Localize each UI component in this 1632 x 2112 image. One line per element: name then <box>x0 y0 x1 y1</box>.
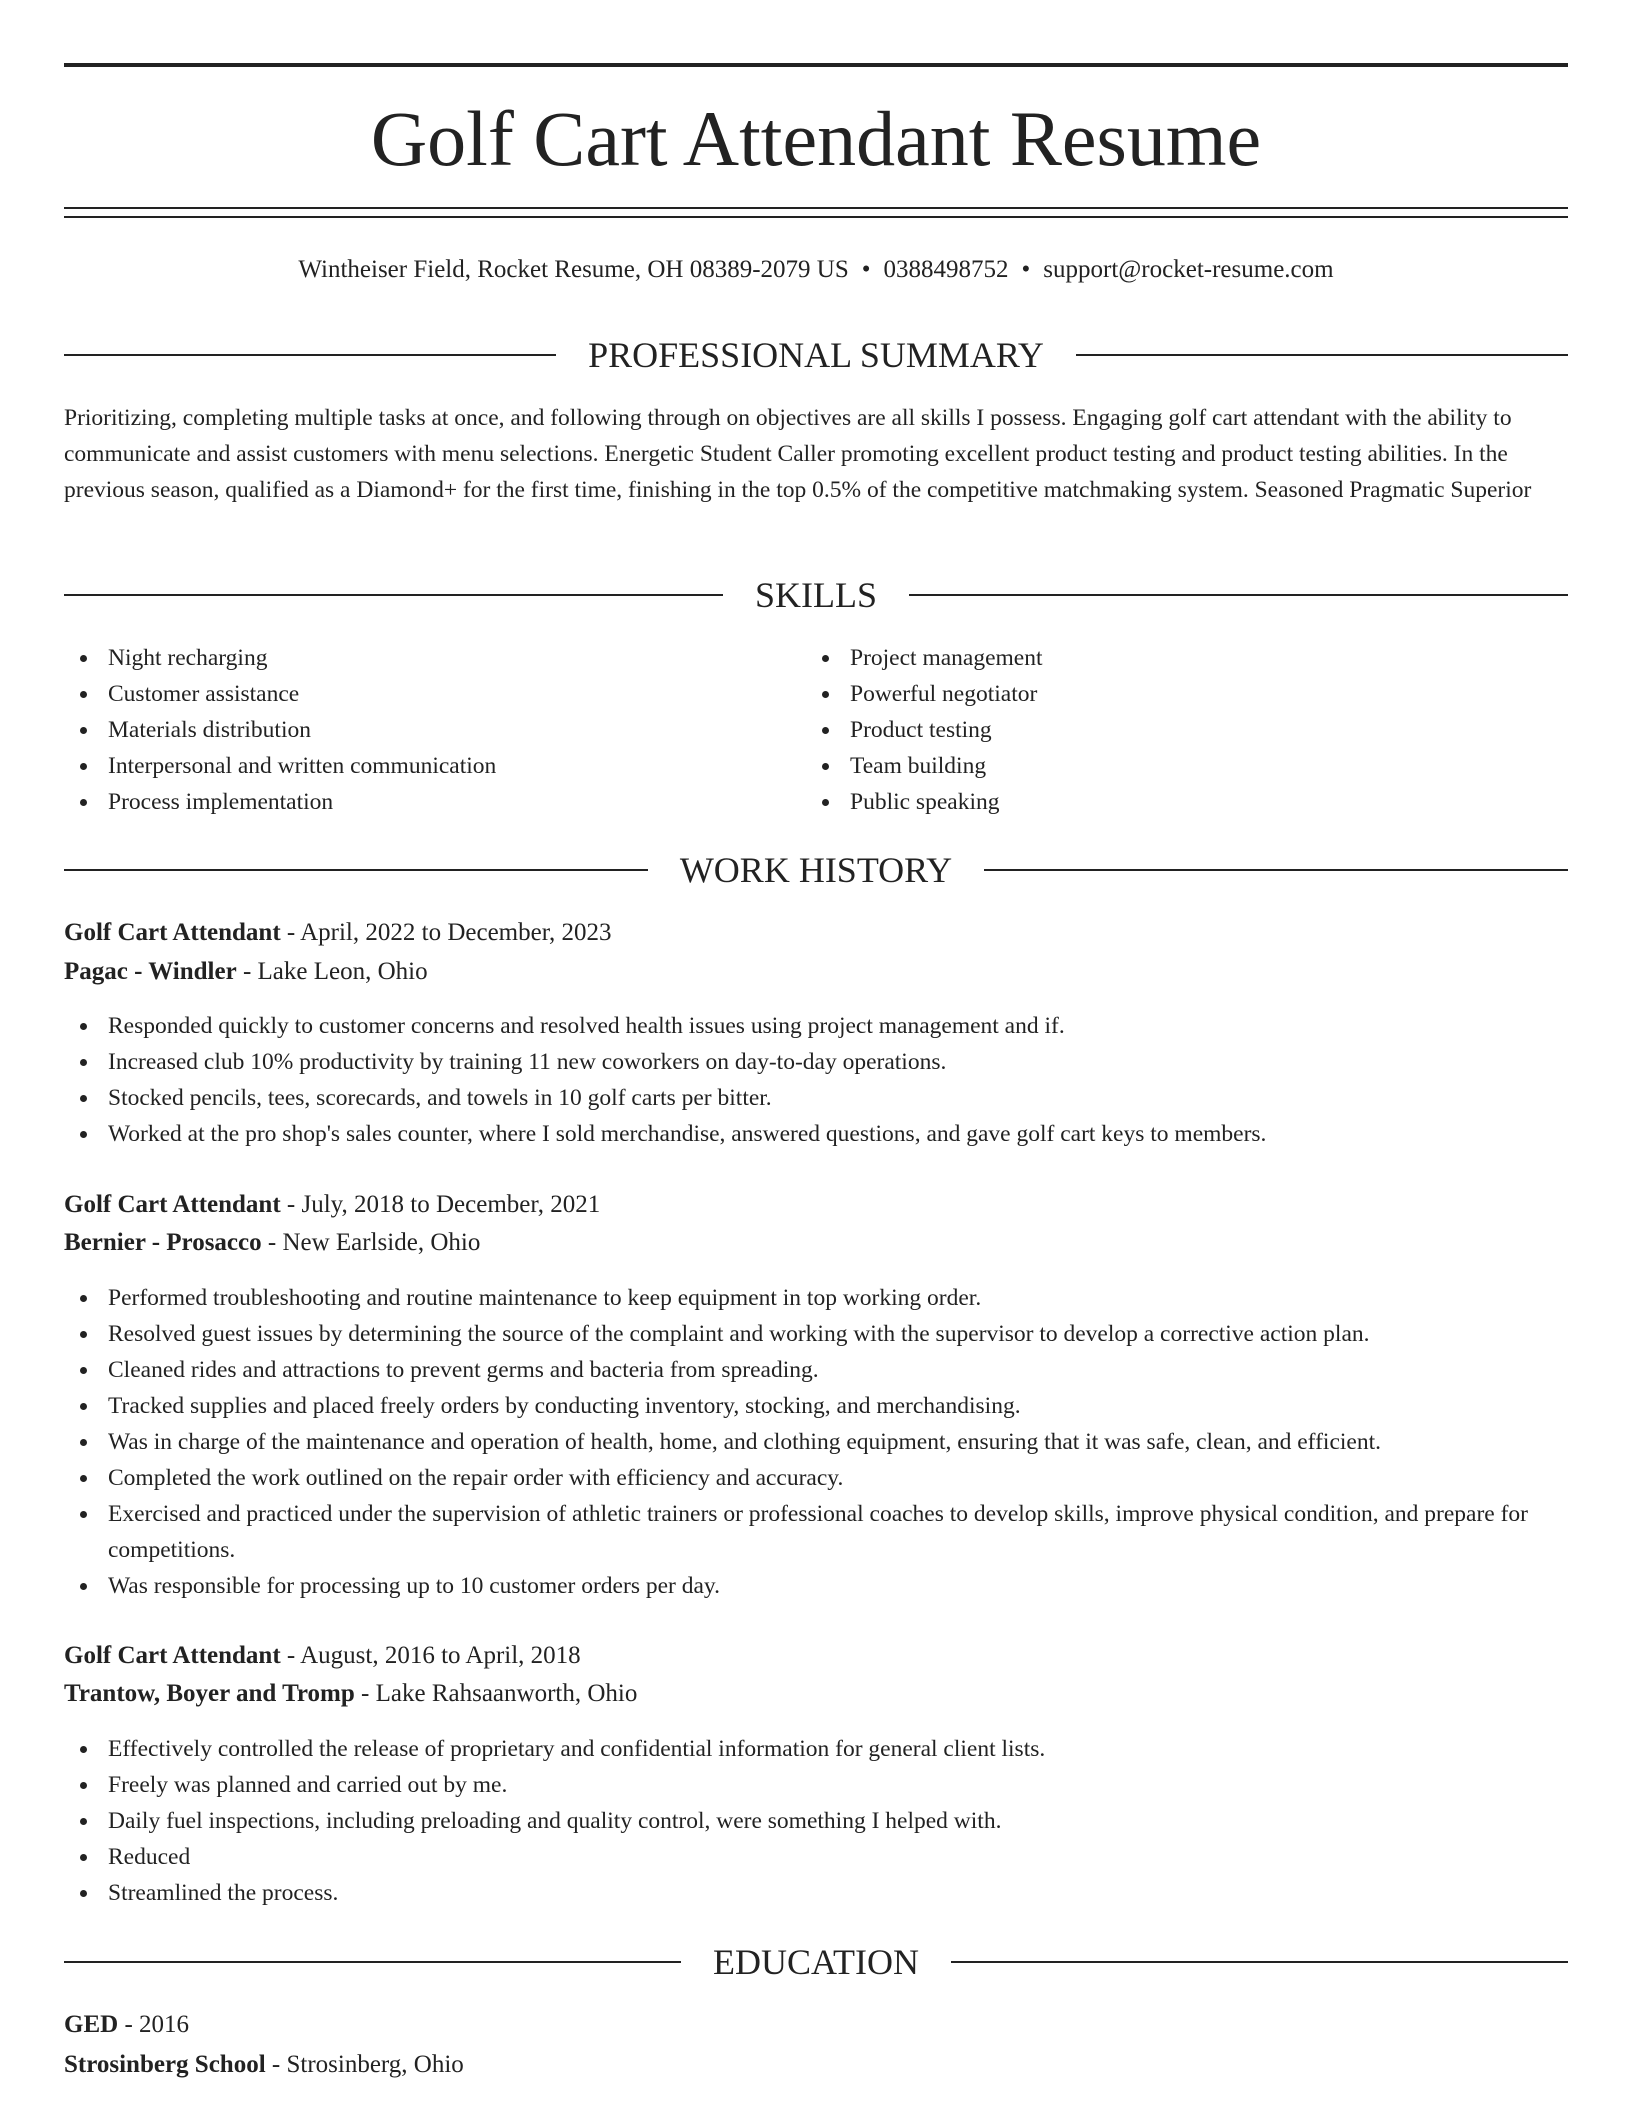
education-degree: GED <box>64 2011 119 2038</box>
section-rule <box>984 869 1568 871</box>
job-bullet: Reduced <box>64 1839 1568 1875</box>
job-bullet: Tracked supplies and placed freely orders by conducting inventory, stocking, and merchandising. <box>64 1388 1568 1424</box>
education-school: Strosinberg School <box>64 2051 266 2078</box>
section-rule <box>64 869 648 871</box>
education-year: - 2016 <box>118 2011 190 2038</box>
job-title-line <box>64 1641 581 1671</box>
education-school-line <box>64 2050 464 2080</box>
job-company: Trantow, Boyer and Tromp <box>64 1680 355 1707</box>
job-bullet: Effectively controlled the release of proprietary and confidential information for general client lists. <box>64 1731 1568 1767</box>
skill-item: Night recharging <box>64 640 764 676</box>
job-dates: - April, 2022 to December, 2023 <box>280 919 612 946</box>
section-header-summary <box>64 335 1568 375</box>
skill-item: Process implementation <box>64 784 764 820</box>
job-bullet: Exercised and practiced under the supervision of athletic trainers or professional coaches to develop skills, improve physical condition, and prepare for competitions. <box>64 1496 1568 1568</box>
header-bottom-rule-1 <box>64 207 1568 209</box>
header-top-rule <box>64 63 1568 67</box>
summary-text: Prioritizing, completing multiple tasks at once, and following through on objectives are all skills I possess. Engaging golf cart attendant with the ability to communicate and assist customers with menu selections. Energetic Student Caller promoting excellent product testing and product testing abilities. In the previous season, qualified as a Diamond+ for the first time, finishing in the top 0.5% of the competitive matchmaking system. Seasoned Pragmatic Superior <box>64 405 1532 503</box>
section-rule <box>64 1961 681 1963</box>
job-location: - New Earlside, Ohio <box>261 1229 481 1256</box>
job-bullets <box>64 1731 1568 1911</box>
contact-line <box>64 257 1568 282</box>
skills-list-right <box>806 640 1506 820</box>
job-bullet: Completed the work outlined on the repair order with efficiency and accuracy. <box>64 1460 1568 1496</box>
section-header-work <box>64 850 1568 890</box>
job-bullet: Freely was planned and carried out by me. <box>64 1767 1568 1803</box>
education-location: - Strosinberg, Ohio <box>265 2051 464 2078</box>
job-bullet: Cleaned rides and attractions to prevent germs and bacteria from spreading. <box>64 1352 1568 1388</box>
skill-item: Interpersonal and written communication <box>64 748 764 784</box>
job-title: Golf Cart Attendant <box>64 1191 281 1218</box>
section-header-education <box>64 1942 1568 1982</box>
job-company-line <box>64 1228 480 1258</box>
job-bullet: Resolved guest issues by determining the source of the complaint and working with the supervisor to develop a corrective action plan. <box>64 1316 1568 1352</box>
job-bullets <box>64 1008 1568 1152</box>
education-degree-line <box>64 2010 189 2040</box>
job-title-line <box>64 1190 600 1220</box>
contact-phone: 0388498752 <box>883 256 1009 283</box>
job-company-line <box>64 957 428 987</box>
job-bullet: Streamlined the process. <box>64 1875 1568 1911</box>
job-bullet: Responded quickly to customer concerns and resolved health issues using project management and if. <box>64 1008 1568 1044</box>
skill-item: Customer assistance <box>64 676 764 712</box>
job-dates: - July, 2018 to December, 2021 <box>280 1191 601 1218</box>
section-title-work: WORK HISTORY <box>679 850 953 890</box>
skill-item: Powerful negotiator <box>806 676 1506 712</box>
job-company: Pagac - Windler <box>64 958 237 985</box>
job-bullets <box>64 1280 1568 1604</box>
section-rule <box>64 594 723 596</box>
job-dates: - August, 2016 to April, 2018 <box>280 1642 581 1669</box>
section-rule <box>1076 354 1568 356</box>
job-bullet: Was responsible for processing up to 10 customer orders per day. <box>64 1568 1568 1604</box>
job-location: - Lake Leon, Ohio <box>236 958 428 985</box>
skill-item: Team building <box>806 748 1506 784</box>
section-title-skills: SKILLS <box>755 575 878 615</box>
job-bullet: Stocked pencils, tees, scorecards, and towels in 10 golf carts per bitter. <box>64 1080 1568 1116</box>
contact-address: Wintheiser Field, Rocket Resume, OH 08389-2079 US <box>298 256 849 283</box>
job-bullet: Performed troubleshooting and routine maintenance to keep equipment in top working order. <box>64 1280 1568 1316</box>
resume-title: Golf Cart Attendant Resume <box>370 95 1262 182</box>
skill-item: Project management <box>806 640 1506 676</box>
job-bullet: Daily fuel inspections, including preloading and quality control, were something I helped with. <box>64 1803 1568 1839</box>
section-title-education: EDUCATION <box>713 1942 919 1982</box>
job-company: Bernier - Prosacco <box>64 1229 262 1256</box>
section-header-skills <box>64 575 1568 615</box>
section-rule <box>909 594 1568 596</box>
skill-item: Product testing <box>806 712 1506 748</box>
skill-item: Public speaking <box>806 784 1506 820</box>
section-rule <box>951 1961 1568 1963</box>
job-bullet: Was in charge of the maintenance and operation of health, home, and clothing equipment, ensuring that it was safe, clean, and efficient. <box>64 1424 1568 1460</box>
contact-separator: • <box>861 256 871 283</box>
job-company-line <box>64 1679 637 1709</box>
job-title-line <box>64 918 612 948</box>
header-bottom-rule-2 <box>64 216 1568 218</box>
skills-list-left <box>64 640 764 820</box>
job-bullet: Worked at the pro shop's sales counter, where I sold merchandise, answered questions, and gave golf cart keys to members. <box>64 1116 1568 1152</box>
contact-separator: • <box>1021 256 1031 283</box>
section-rule <box>64 354 556 356</box>
job-title: Golf Cart Attendant <box>64 1642 281 1669</box>
skill-item: Materials distribution <box>64 712 764 748</box>
job-title: Golf Cart Attendant <box>64 919 281 946</box>
job-location: - Lake Rahsaanworth, Ohio <box>354 1680 638 1707</box>
contact-email: support@rocket-resume.com <box>1043 256 1334 283</box>
section-title-summary: PROFESSIONAL SUMMARY <box>588 335 1044 375</box>
job-bullet: Increased club 10% productivity by training 11 new coworkers on day-to-day operations. <box>64 1044 1568 1080</box>
